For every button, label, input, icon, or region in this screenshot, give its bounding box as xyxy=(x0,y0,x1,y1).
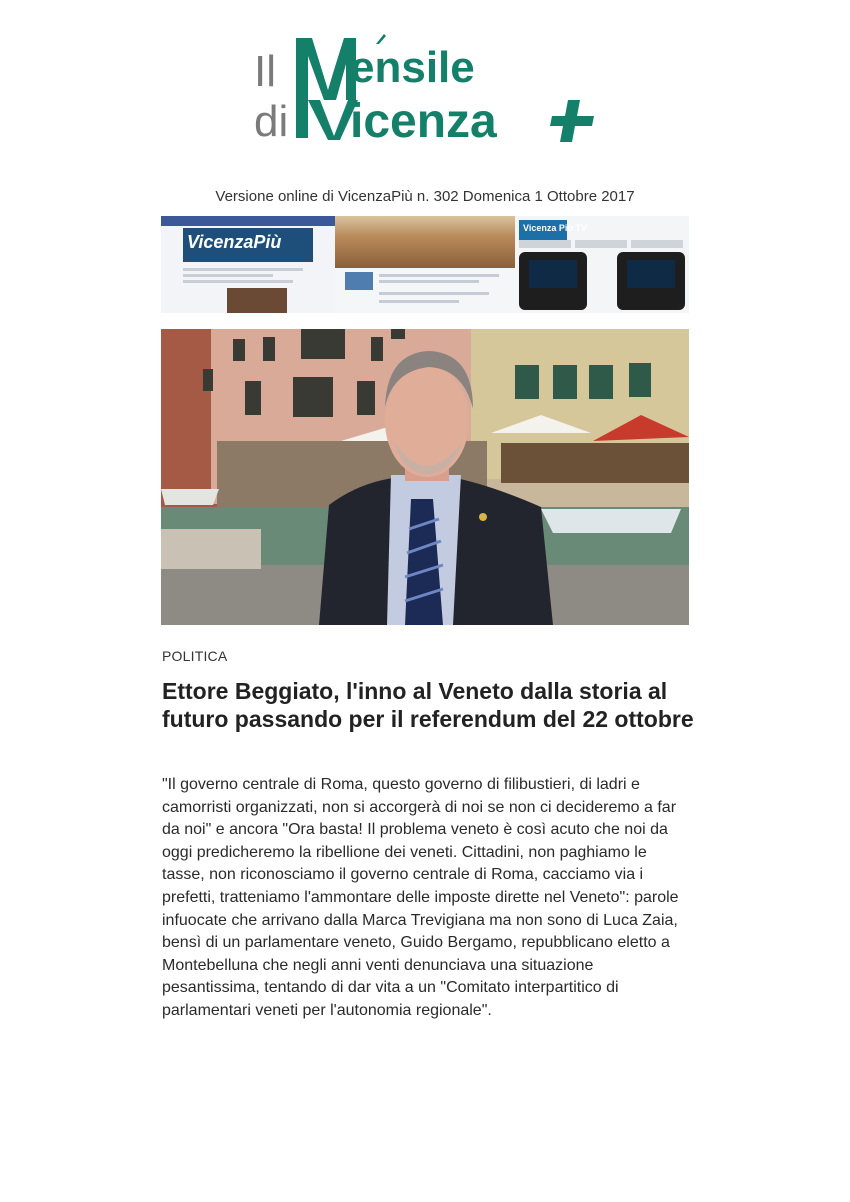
masthead-logo xyxy=(250,28,610,148)
logo-plus-icon xyxy=(550,98,596,144)
article-headline: Ettore Beggiato, l'inno al Veneto dalla storia al futuro passando per il referendum del 22 ottobre xyxy=(162,678,694,732)
banner-facebook-screenshot xyxy=(161,216,335,313)
edition-line: Versione online di VicenzaPiù n. 302 Domenica 1 Ottobre 2017 xyxy=(215,188,635,205)
banner-tv-screenshot xyxy=(515,216,689,313)
banner-twitter-screenshot xyxy=(335,216,515,313)
banner-city-photo xyxy=(335,216,515,268)
article-photo xyxy=(161,329,689,625)
article-body: "Il governo centrale di Roma, questo governo di filibustieri, di ladri e camorristi organizzati, non si accorgerà di noi se non ci decideremo a far da noi" e ancora "Ora basta! Il problema veneto è così acuto che noi da oggi predicheremo la ribellione dei veneti. Cittadini, non paghiamo le tasse, non riconosciamo il governo centrale di Roma, cacciamo via i prefetti, tratteniamo l'ammontare delle imposte dirette nel Veneto": parole infuocate che arrivano dalla Marca Trevigiana ma non sono di Luca Zaia, bensì di un parlamentare veneto, Guido Bergamo, repubblicano eletto a Montebelluna che negli anni venti denunciava una situazione pesantissima, tentando di dar vita a un "Comitato interpartitico di parlamentari veneti per l'autonomia regionale". xyxy=(162,776,679,1019)
logo-di: di xyxy=(254,97,289,146)
logo-vicenza: icenza xyxy=(350,95,497,148)
banner-left-brand: VicenzaPiù xyxy=(187,232,282,252)
banner-phone-right xyxy=(617,252,685,310)
banner-right-brand: Vicenza Più TV xyxy=(523,223,587,233)
banner-left-photo xyxy=(227,288,287,313)
article-category: POLITICA xyxy=(162,648,228,664)
banner-strip xyxy=(161,216,689,313)
banner-phone-left xyxy=(519,252,587,310)
article-photo-scene xyxy=(161,329,689,625)
logo-il: Il xyxy=(254,47,276,96)
logo-mensile: ensile xyxy=(350,43,475,92)
